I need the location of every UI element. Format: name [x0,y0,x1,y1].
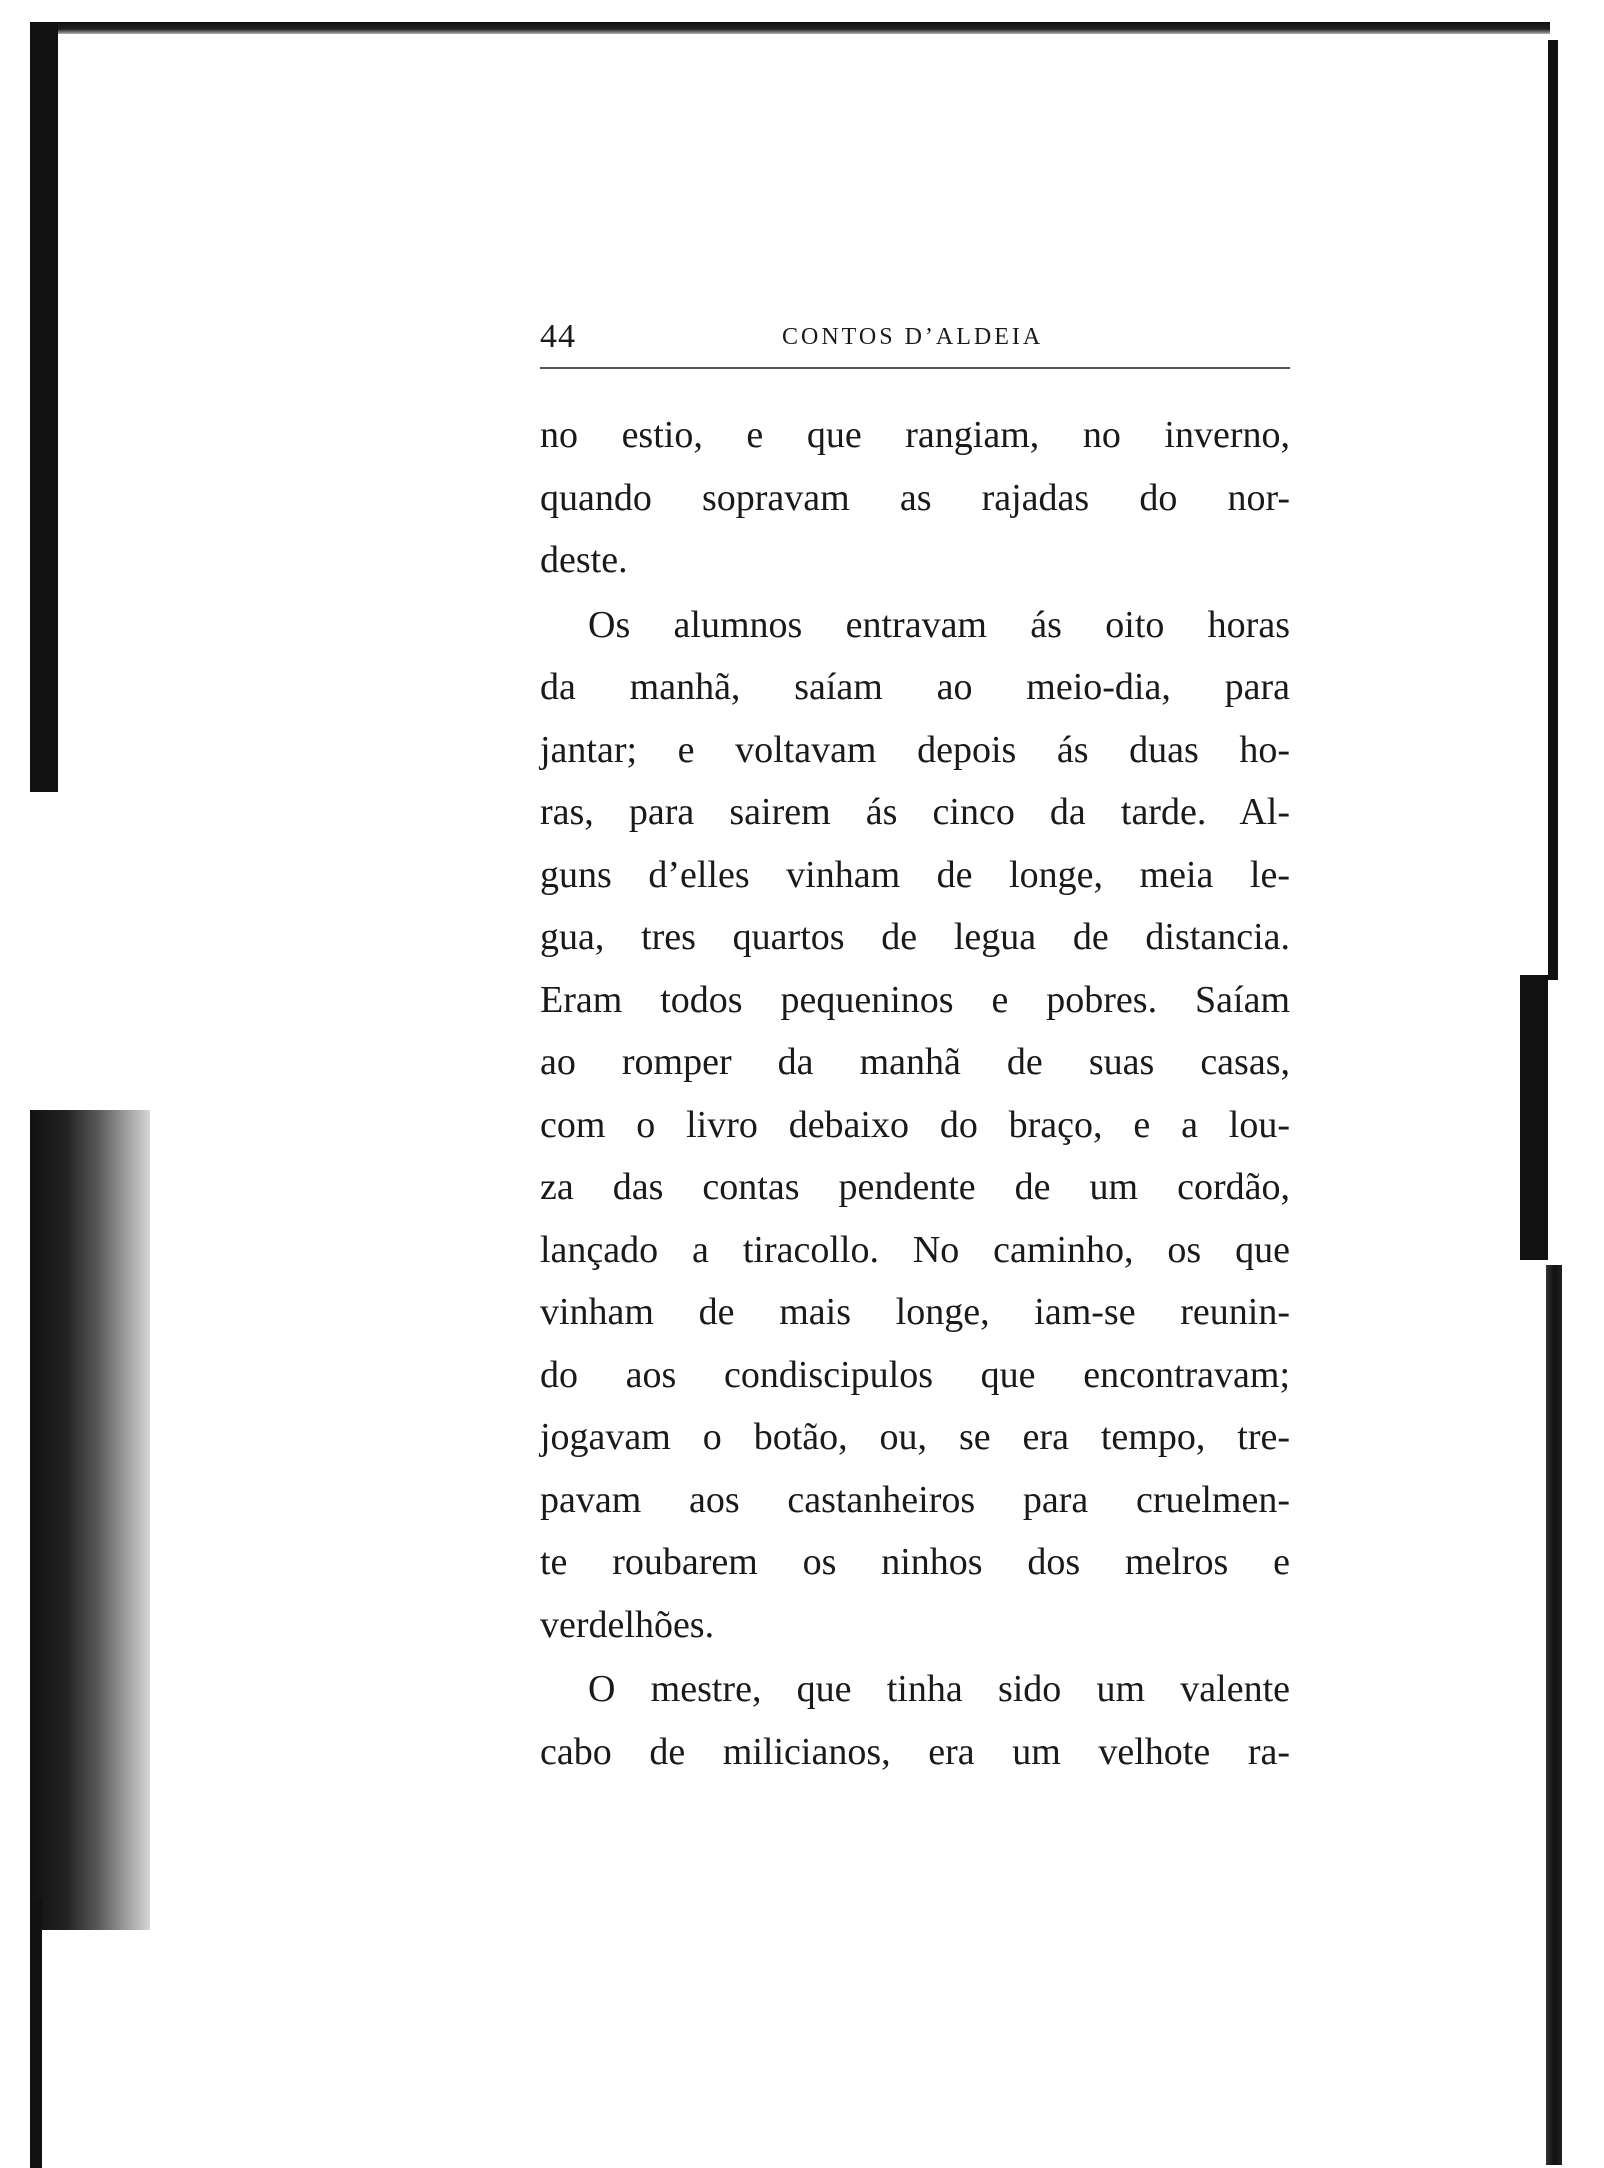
text-line: gua, tres quartos de legua de distancia. [540,916,1290,958]
text-line: quando sopravam as rajadas do nor- [540,476,1290,519]
scan-border-left-bottom [30,1900,42,2168]
text-line: verdelhões. [540,1603,715,1646]
text-line: do aos condiscipulos que encontravam; [540,1353,1290,1396]
scan-border-left [30,22,58,792]
text-line: za das contas pendente de um cordão, [540,1166,1290,1208]
scan-border-top [30,22,1550,34]
running-title: CONTOS D’ALDEIA [782,324,1044,350]
header-rule [540,367,1290,369]
text-line: lançado a tiracollo. No caminho, os que [540,1228,1290,1271]
scan-border-left-lower [30,1110,150,1930]
body-text [540,404,1290,1783]
text-line: cabo de milicianos, era um velhote ra- [540,1730,1290,1773]
text-line: jantar; e voltavam depois ás duas ho- [540,728,1290,771]
text-line: deste. [540,539,628,581]
text-line: ao romper da manhã de suas casas, [540,1041,1290,1083]
text-line: jogavam o botão, ou, se era tempo, tre- [540,1416,1290,1458]
text-line: guns d’elles vinham de longe, meia le- [540,853,1290,896]
text-line: da manhã, saíam ao meio-dia, para [540,666,1290,708]
text-line: O mestre, que tinha sido um valente [588,1668,1290,1710]
scan-border-right-lower [1546,1265,1562,2165]
page-header [540,316,1290,366]
page-number: 44 [540,318,576,355]
text-line: Os alumnos entravam ás oito horas [588,603,1290,646]
text-line: com o livro debaixo do braço, e a lou- [540,1103,1290,1146]
text-line: ras, para sairem ás cinco da tarde. Al- [540,791,1290,833]
text-line: Eram todos pequeninos e pobres. Saíam [540,978,1290,1021]
scan-border-right [1548,40,1558,980]
text-line: vinham de mais longe, iam-se reunin- [540,1291,1290,1333]
text-line: no estio, e que rangiam, no inverno, [540,414,1290,456]
scan-border-right-mid [1520,975,1548,1260]
text-line: te roubarem os ninhos dos melros e [540,1541,1290,1583]
text-line: pavam aos castanheiros para cruelmen- [540,1478,1290,1521]
